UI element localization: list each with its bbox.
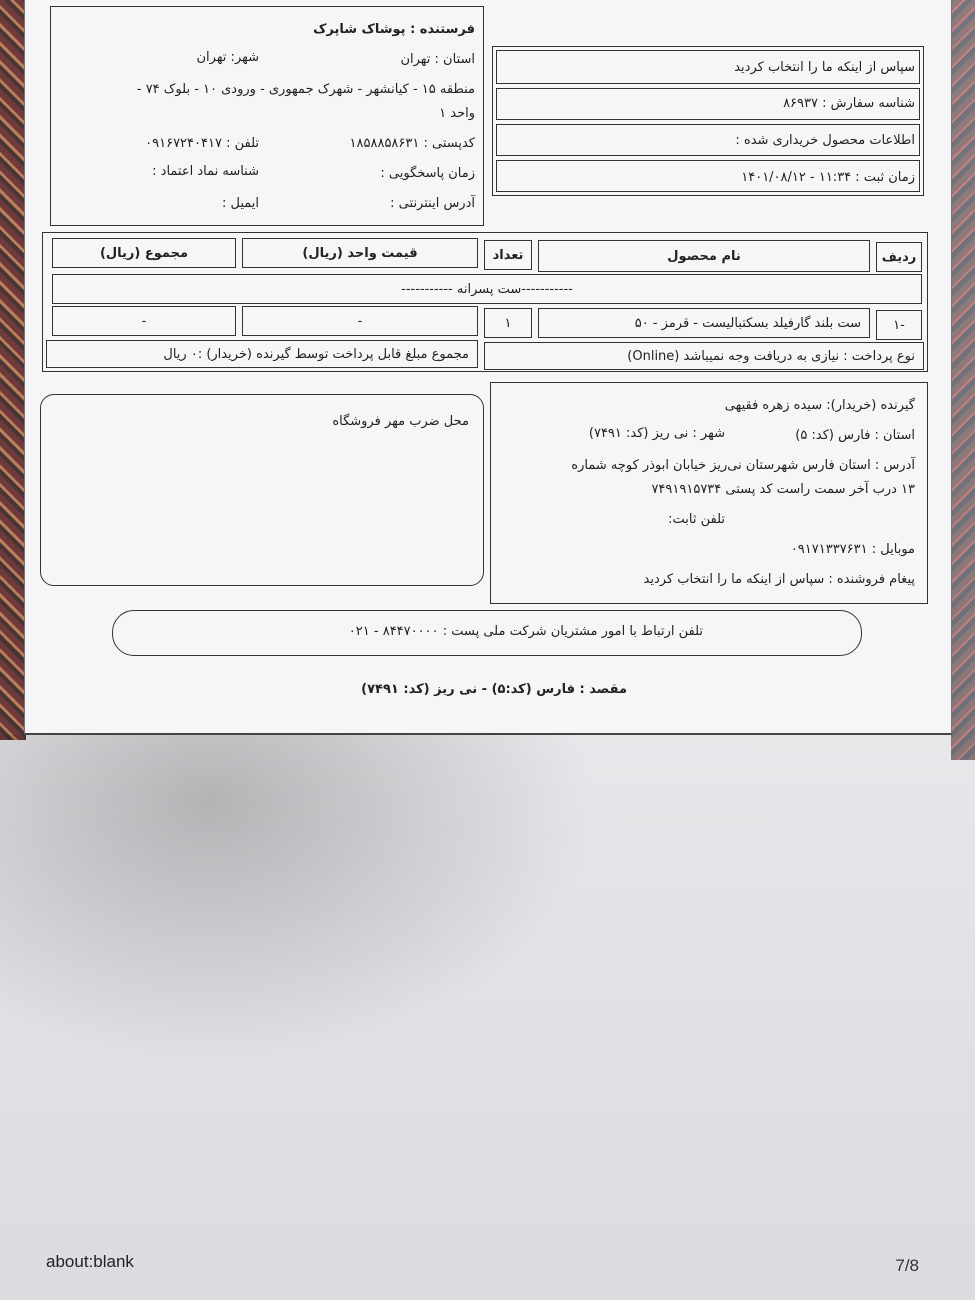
sender-phone: تلفن : ۰۹۱۶۷۲۴۰۴۱۷ — [145, 136, 259, 151]
row-unit-price: - — [242, 306, 478, 336]
payable-total: مجموع مبلغ قابل پرداخت توسط گیرنده (خریدار) :۰ ریال — [46, 340, 478, 368]
shadow-overlay — [0, 735, 600, 1065]
header-row-number: ردیف — [876, 242, 922, 272]
background-carpet-left — [0, 0, 26, 740]
header-unit-price: قیمت واحد (ریال) — [242, 238, 478, 268]
receiver-seller-message: پیغام فروشنده : سپاس از اینکه ما را انتخاب کردید — [643, 572, 915, 587]
sender-address-line1: منطقه ۱۵ - کیانشهر - شهرک جمهوری - ورودی ۱۰ - بلوک ۷۴ - — [136, 82, 475, 97]
row-total: - — [52, 306, 236, 336]
sender-email: ایمیل : — [221, 196, 259, 211]
receiver-mobile: موبایل : ۰۹۱۷۱۳۳۷۶۳۱ — [790, 542, 915, 557]
receiver-address-line1: آدرس : استان فارس شهرستان نی‌ریز خیابان ابوذر کوچه شماره — [571, 458, 915, 473]
receiver-landline: تلفن ثابت: — [668, 512, 725, 527]
order-registered-time: زمان ثبت : ۱۱:۳۴ - ۱۴۰۱/۰۸/۱۲ — [741, 170, 915, 185]
print-footer-url: about:blank — [46, 1252, 134, 1271]
header-product-name: نام محصول — [538, 240, 870, 272]
background-carpet-right — [951, 0, 975, 760]
sender-box — [50, 6, 484, 226]
sender-province: استان : تهران — [400, 52, 475, 67]
header-total: مجموع (ریال) — [52, 238, 236, 268]
order-products-info: اطلاعات محصول خریداری شده : — [735, 133, 915, 148]
sender-name: فرستنده : پوشاک شاپرک — [313, 22, 475, 37]
row-product-name: ست بلند گارفیلد بسکتبالیست - قرمز - ۵۰ — [538, 308, 870, 338]
receiver-address-line2: ۱۳ درب آخر سمت راست کد پستی ۷۴۹۱۹۱۵۷۳۴ — [651, 482, 915, 497]
header-quantity: تعداد — [484, 240, 532, 270]
sender-trust-id: شناسه نماد اعتماد : — [152, 164, 259, 179]
sender-website: آدرس اینترنتی : — [390, 196, 475, 211]
row-quantity: ۱ — [484, 308, 532, 338]
receiver-name: گیرنده (خریدار): سیده زهره فقیهی — [724, 398, 915, 413]
order-id: شناسه سفارش : ۸۶۹۳۷ — [783, 96, 915, 111]
receiver-province: استان : فارس (کد: ۵) — [795, 428, 915, 443]
row-number: -۱ — [876, 310, 922, 340]
sender-response-time: زمان پاسخگویی : — [380, 166, 475, 181]
sender-postal-code: کدپستی : ۱۸۵۸۸۵۸۶۳۱ — [349, 136, 475, 151]
support-text: تلفن ارتباط با امور مشتریان شرکت ملی پست : ۸۴۴۷۰۰۰۰ - ۰۲۱ — [348, 624, 703, 639]
category-row: -----------ست پسرانه ----------- — [52, 274, 922, 304]
receiver-city: شهر : نی ریز (کد: ۷۴۹۱) — [588, 426, 725, 441]
print-footer-page: 7/8 — [895, 1256, 919, 1275]
sender-city: شهر: تهران — [196, 50, 259, 65]
sender-address-line2: واحد ۱ — [439, 106, 475, 121]
payment-type: نوع پرداخت : نیازی به دریافت وجه نمیباشد (Online) — [484, 342, 924, 370]
order-thanks: سپاس از اینکه ما را انتخاب کردید — [734, 60, 915, 75]
destination-text: مقصد : فارس (کد:۵) - نی ریز (کد: ۷۴۹۱) — [361, 682, 627, 697]
stamp-label: محل ضرب مهر فروشگاه — [332, 414, 469, 429]
